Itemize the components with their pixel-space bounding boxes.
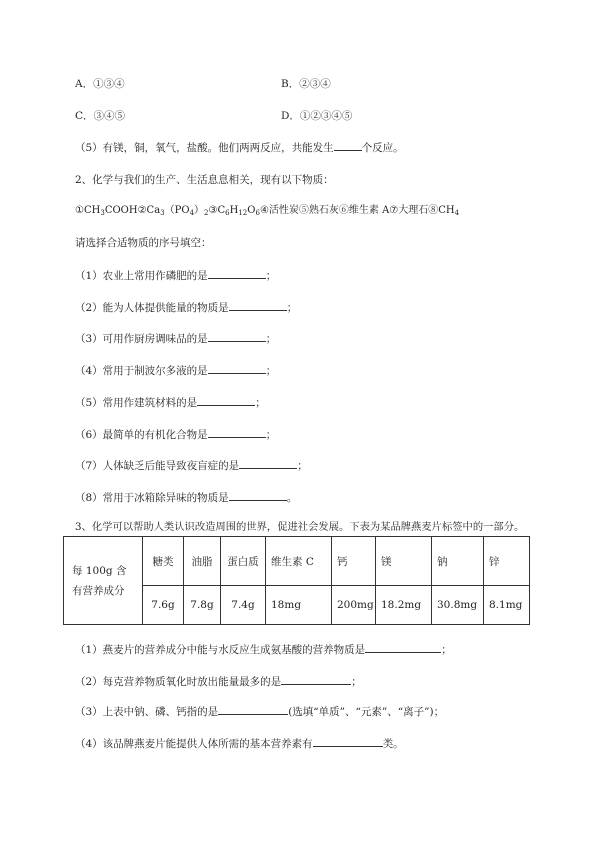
answer-blank[interactable] xyxy=(218,704,288,715)
q3-item-1 xyxy=(75,642,452,657)
subscript: 4 xyxy=(189,209,195,217)
q2-item-3 xyxy=(75,331,276,346)
table-cell: 18mg xyxy=(266,586,332,625)
column-header: 镁 xyxy=(376,537,432,586)
item-tail: ； xyxy=(441,644,452,656)
substance-text: ①CH xyxy=(75,205,101,216)
item-text: （5）常用作建筑材料的是 xyxy=(75,397,198,409)
answer-blank[interactable] xyxy=(208,363,266,374)
item-tail: ； xyxy=(265,429,277,441)
q2-substances xyxy=(75,204,459,218)
table-cell: 7.8g xyxy=(184,586,221,625)
q2-item-4 xyxy=(75,363,276,378)
table-cell: 200mg xyxy=(332,586,376,625)
substance-text: ④活性炭⑤熟石灰⑥维生素 A⑦大理石⑧CH xyxy=(259,205,455,216)
subscript: 2 xyxy=(204,209,209,217)
substance-text: ） xyxy=(194,205,205,216)
answer-blank[interactable] xyxy=(334,140,362,151)
answer-blank[interactable] xyxy=(313,736,383,747)
subscript: 6 xyxy=(255,209,260,217)
item-text: （1）农业上常用作磷肥的是 xyxy=(75,270,208,282)
substance-text: （PO xyxy=(164,205,190,216)
q2-item-2 xyxy=(75,300,297,315)
column-header: 油脂 xyxy=(184,537,221,586)
item-text: （6）最简单的有机化合物是 xyxy=(75,429,208,441)
table-row xyxy=(64,537,530,586)
table-cell: 30.8mg xyxy=(432,586,484,625)
option-d: D．①②③④⑤ xyxy=(281,110,353,122)
table-cell: 8.1mg xyxy=(484,586,530,625)
item-tail: ； xyxy=(297,460,308,472)
q2-item-7 xyxy=(75,458,308,473)
q3-item-2 xyxy=(75,674,362,689)
item-text: （3）可用作厨房调味品的是 xyxy=(75,333,208,345)
item-text: （3）上表中钠、磷、钙指的是 xyxy=(75,706,219,718)
substance-text: O xyxy=(247,205,256,216)
q2-item-8 xyxy=(75,490,297,505)
item-tail: ； xyxy=(265,365,277,377)
column-header: 蛋白质 xyxy=(221,537,266,586)
item-tail: ； xyxy=(351,676,362,688)
q2-instruction: 请选择合适物质的序号填空： xyxy=(75,237,212,249)
option-a: A．①③④ xyxy=(75,78,125,90)
item-text: （1）燕麦片的营养成分中能与水反应生成氨基酸的营养物质是 xyxy=(75,644,366,656)
nutrition-table xyxy=(63,536,530,625)
substance-text: COOH②Ca xyxy=(104,205,161,216)
item-tail: ； xyxy=(286,302,298,314)
answer-blank[interactable] xyxy=(229,490,287,501)
prev-sub5 xyxy=(75,140,404,155)
item-tail: ； xyxy=(265,333,277,345)
answer-blank[interactable] xyxy=(239,458,297,469)
column-header: 钠 xyxy=(432,537,484,586)
item-text: （4）常用于制波尔多液的是 xyxy=(75,365,208,377)
prev-sub5-tail: 个反应。 xyxy=(361,142,404,154)
column-header: 钙 xyxy=(332,537,376,586)
item-text: （8）常用于冰箱除异味的物质是 xyxy=(75,492,229,504)
option-b: B．②③④ xyxy=(281,78,331,90)
header-line: 每 100g 含 xyxy=(72,564,127,577)
q2-item-6 xyxy=(75,427,276,442)
item-tail: 类。 xyxy=(382,738,404,750)
item-tail: (选填“单质”、“元素”、“离子”)； xyxy=(288,706,445,718)
subscript: 12 xyxy=(238,209,248,217)
item-tail: 。 xyxy=(286,492,298,504)
item-tail: ； xyxy=(265,270,277,282)
q2-intro: 2、化学与我们的生产、生活息息相关，现有以下物质： xyxy=(75,174,334,186)
substance-text: H xyxy=(229,205,239,216)
table-cell: 7.4g xyxy=(221,586,266,625)
column-header: 维生素 C xyxy=(266,537,332,586)
column-header: 锌 xyxy=(484,537,530,586)
subscript: 3 xyxy=(160,209,165,217)
q2-item-5 xyxy=(75,395,266,410)
q3-item-3 xyxy=(75,704,444,719)
item-text: （2）每克营养物质氧化时放出能量最多的是 xyxy=(75,676,282,688)
item-text: （2）能为人体提供能量的物质是 xyxy=(75,302,229,314)
answer-blank[interactable] xyxy=(365,642,441,653)
answer-blank[interactable] xyxy=(208,427,266,438)
item-text: （4）该品牌燕麦片能提供人体所需的基本营养素有 xyxy=(75,738,313,750)
prev-sub5-text: （5）有镁，铜，氧气，盐酸。他们两两反应，共能发生 xyxy=(75,142,334,154)
q3-intro: 3、化学可以帮助人类认识改造周围的世界，促进社会发展。下表为某品牌燕麦片标签中的一部分。 xyxy=(75,521,525,533)
item-text: （7）人体缺乏后能导致夜盲症的是 xyxy=(75,460,240,472)
answer-blank[interactable] xyxy=(197,395,255,406)
item-tail: ； xyxy=(255,397,266,409)
answer-blank[interactable] xyxy=(208,331,266,342)
header-line: 有营养成分 xyxy=(72,584,125,597)
answer-blank[interactable] xyxy=(208,268,266,279)
answer-blank[interactable] xyxy=(281,674,351,685)
answer-blank[interactable] xyxy=(229,300,287,311)
subscript: 3 xyxy=(100,209,105,217)
q3-item-4 xyxy=(75,736,404,751)
table-header-cell xyxy=(64,537,143,625)
subscript: 6 xyxy=(225,209,230,217)
q2-item-1 xyxy=(75,268,276,283)
substance-text: ③C xyxy=(208,205,226,216)
table-cell: 18.2mg xyxy=(376,586,432,625)
table-cell: 7.6g xyxy=(143,586,184,625)
subscript: 4 xyxy=(454,209,460,217)
option-c: C．③④⑤ xyxy=(75,110,126,122)
column-header: 糖类 xyxy=(143,537,184,586)
